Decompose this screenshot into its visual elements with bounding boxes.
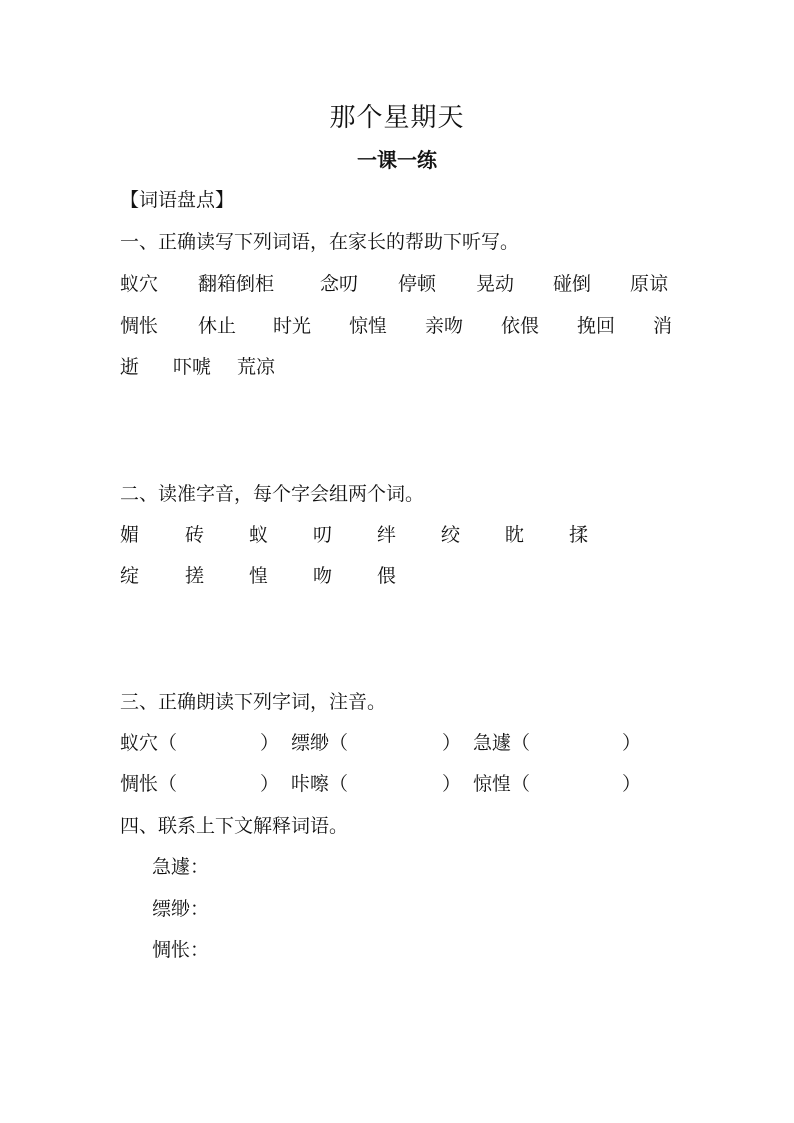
q1-word: 挽回: [577, 315, 616, 337]
q3-paren-close: ）: [260, 732, 280, 754]
q3-word-open: 缥缈（: [291, 732, 349, 754]
q4-heading: 四、联系上下文解释词语。: [120, 815, 349, 837]
q4-item: 急遽：: [152, 856, 210, 878]
q1-heading: 一、正确读写下列词语，在家长的帮助下听写。: [120, 231, 520, 253]
q1-word: 晃动: [476, 273, 515, 295]
q1-word: 吓唬: [173, 356, 212, 378]
q3-paren-close: ）: [260, 773, 280, 795]
q2-char: 叨: [313, 524, 333, 546]
q2-char: 搓: [185, 565, 205, 587]
q1-word: 碰倒: [553, 273, 592, 295]
q1-word: 原谅: [630, 273, 669, 295]
q2-char: 惶: [249, 565, 269, 587]
q1-word: 停顿: [398, 273, 437, 295]
q1-word: 惊惶: [349, 315, 388, 337]
q1-word: 消: [653, 315, 673, 337]
q2-char: 绊: [377, 524, 397, 546]
q2-char: 偎: [377, 565, 397, 587]
q1-word: 时光: [273, 315, 312, 337]
section-tag: 【词语盘点】: [120, 189, 235, 211]
q2-char: 媚: [120, 524, 140, 546]
q3-word-open: 咔嚓（: [291, 773, 349, 795]
q3-word-open: 急遽（: [473, 732, 531, 754]
q3-paren-close: ）: [622, 732, 642, 754]
q4-item: 惆怅：: [152, 939, 210, 961]
q1-word: 蚁穴: [120, 273, 159, 295]
q3-paren-close: ）: [622, 773, 642, 795]
page-title: 那个星期天: [329, 103, 465, 133]
q3-word-open: 蚁穴（: [120, 732, 178, 754]
q1-word: 荒凉: [237, 356, 276, 378]
q2-char: 吻: [313, 565, 333, 587]
q2-char: 砖: [185, 524, 205, 546]
q1-word: 念叨: [320, 273, 359, 295]
q2-char: 眈: [505, 524, 525, 546]
q1-word: 亲吻: [425, 315, 464, 337]
q2-char: 绞: [441, 524, 461, 546]
q1-word: 休止: [198, 315, 237, 337]
page-subtitle: 一课一练: [357, 148, 437, 172]
q2-heading: 二、读准字音，每个字会组两个词。: [120, 483, 425, 505]
q2-char: 揉: [569, 524, 589, 546]
q2-char: 蚁: [249, 524, 269, 546]
q1-word: 翻箱倒柜: [198, 273, 275, 295]
q3-paren-close: ）: [442, 732, 462, 754]
q1-word: 依偎: [501, 315, 540, 337]
q3-word-open: 惆怅（: [120, 773, 178, 795]
q4-item: 缥缈：: [152, 898, 210, 920]
q3-paren-close: ）: [442, 773, 462, 795]
q2-char: 绽: [120, 565, 140, 587]
q1-word: 逝: [120, 356, 140, 378]
q3-heading: 三、正确朗读下列字词，注音。: [120, 691, 387, 713]
q3-word-open: 惊惶（: [473, 773, 531, 795]
q1-word: 惆怅: [120, 315, 159, 337]
